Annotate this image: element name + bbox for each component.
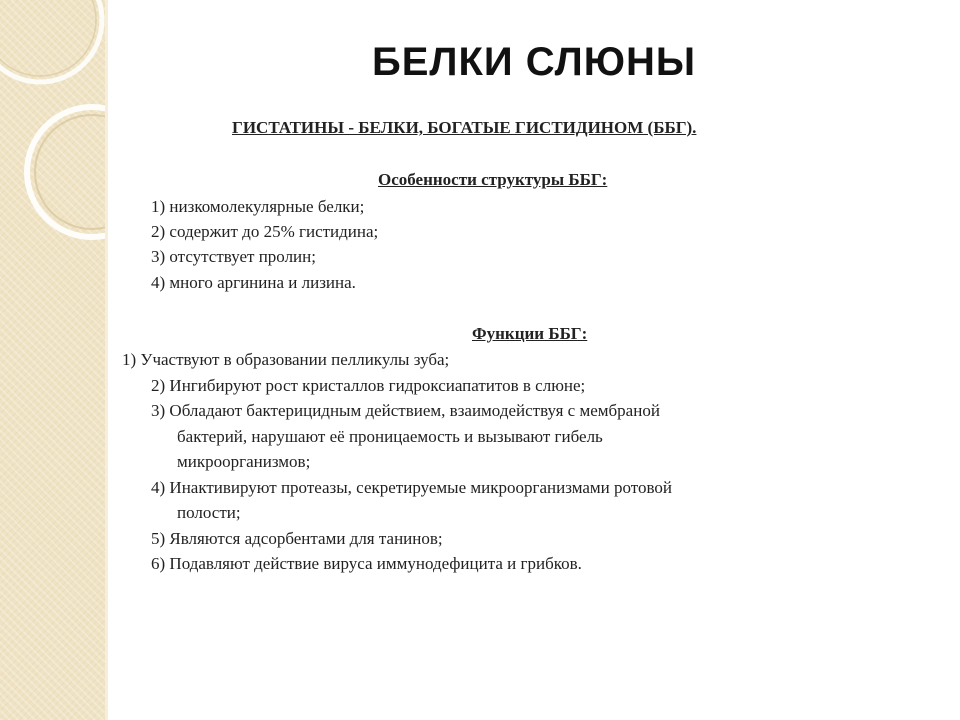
slide-title: БЕЛКИ СЛЮНЫ bbox=[371, 40, 697, 84]
structure-item: 3) отсутствует пролин; bbox=[151, 247, 316, 266]
function-line: 2) Ингибируют рост кристаллов гидроксиапатитов в слюне; bbox=[151, 376, 586, 395]
function-line: микроорганизмов; bbox=[177, 452, 311, 471]
function-line: 3) Обладают бактерицидным действием, взаимодействуя с мембраной bbox=[151, 401, 660, 420]
structure-item: 2) содержит до 25% гистидина; bbox=[151, 222, 379, 241]
function-line: 4) Инактивируют протеазы, секретируемые микроорганизмами ротовой bbox=[151, 478, 672, 497]
decorative-ring-middle bbox=[27, 107, 105, 237]
function-line: 6) Подавляют действие вируса иммунодефицита и грибков. bbox=[151, 554, 582, 573]
functions-heading: Функции ББГ: bbox=[472, 324, 588, 343]
decorative-side-band bbox=[0, 0, 105, 720]
slide-subtitle: ГИСТАТИНЫ - БЕЛКИ, БОГАТЫЕ ГИСТИДИНОМ (ББГ). bbox=[232, 118, 697, 137]
function-line: бактерий, нарушают её проницаемость и вызывают гибель bbox=[177, 427, 603, 446]
structure-item: 1) низкомолекулярные белки; bbox=[151, 197, 365, 216]
side-band-edge bbox=[105, 0, 108, 720]
structure-heading: Особенности структуры ББГ: bbox=[378, 170, 608, 189]
function-line: 1) Участвуют в образовании пелликулы зуба; bbox=[122, 350, 450, 369]
structure-item: 4) много аргинина и лизина. bbox=[151, 273, 356, 292]
function-line: полости; bbox=[177, 503, 241, 522]
function-line: 5) Являются адсорбентами для танинов; bbox=[151, 529, 443, 548]
decorative-ring-middle-inner bbox=[35, 115, 105, 229]
decorative-rings bbox=[0, 0, 105, 720]
